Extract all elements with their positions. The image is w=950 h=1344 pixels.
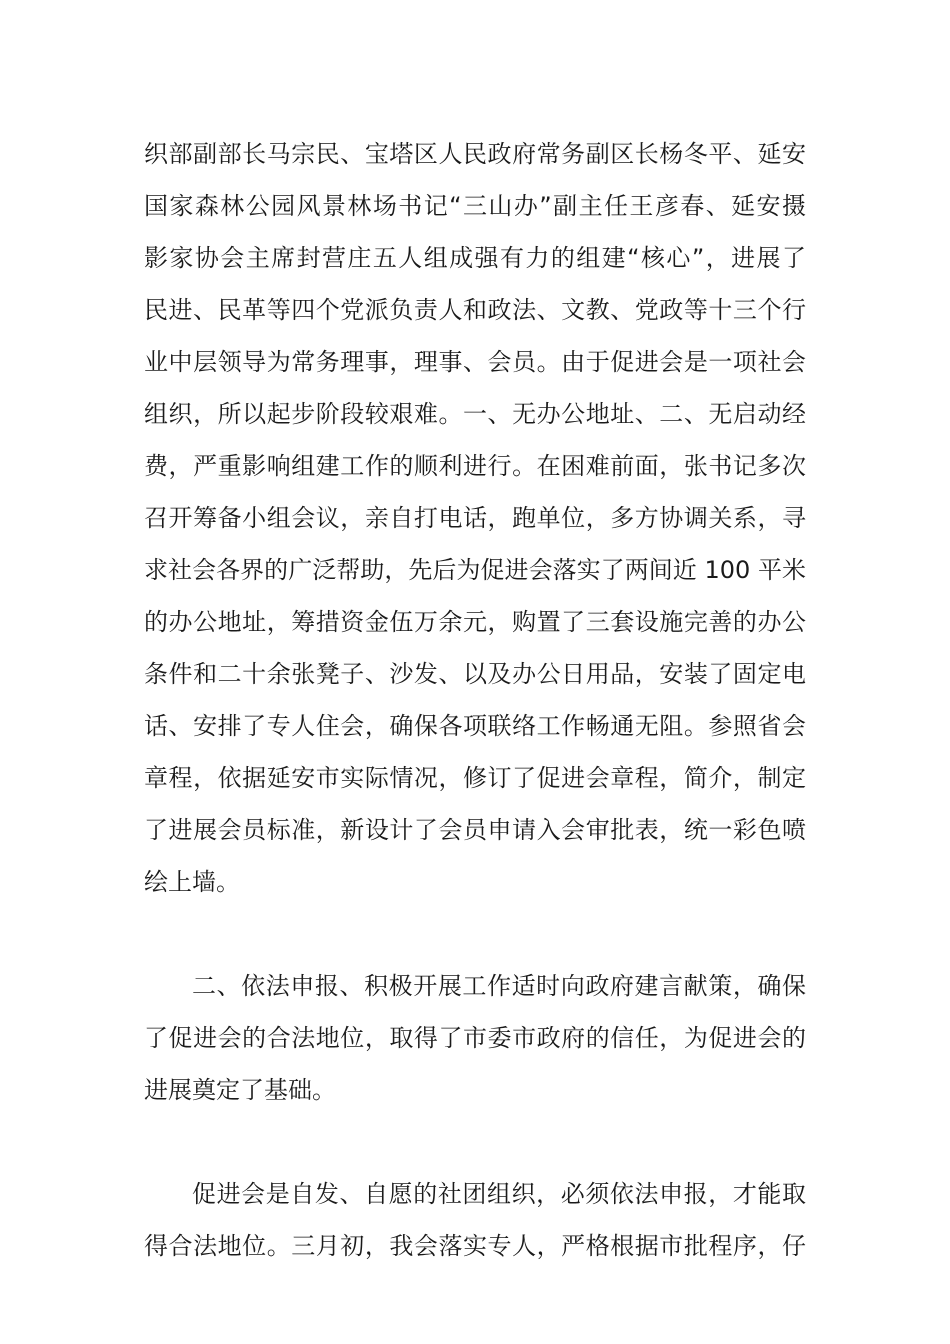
text-line: 条件和二十余张凳子、沙发、以及办公日用品，安装了固定电 <box>144 660 806 688</box>
text-line: 求社会各界的广泛帮助，先后为促进会落实了两间近 100 平米 <box>144 556 806 584</box>
text-line: 得合法地位。三月初，我会落实专人，严格根据市批程序，仔 <box>144 1232 806 1260</box>
text-line: 促进会是自发、自愿的社团组织，必须依法申报，才能取 <box>192 1180 806 1208</box>
text-line: 章程，依据延安市实际情况，修订了促进会章程，简介，制定 <box>144 764 806 792</box>
text-line: 绘上墙。 <box>144 868 240 896</box>
text-line: 国家森林公园风景林场书记“三山办”副主任王彦春、延安摄 <box>144 192 806 220</box>
text-line: 业中层领导为常务理事，理事、会员。由于促进会是一项社会 <box>144 348 806 376</box>
text-line: 组织，所以起步阶段较艰难。一、无办公地址、二、无启动经 <box>144 400 806 428</box>
text-line: 影家协会主席封营庄五人组成强有力的组建“核心”，进展了 <box>144 244 806 272</box>
text-line: 民进、民革等四个党派负责人和政法、文教、党政等十三个行 <box>144 296 806 324</box>
paragraph-spacer <box>144 908 806 960</box>
text-line: 了进展会员标准，新设计了会员申请入会审批表，统一彩色喷 <box>144 816 806 844</box>
text-line: 进展奠定了基础。 <box>144 1076 336 1104</box>
text-line: 二、依法申报、积极开展工作适时向政府建言献策，确保 <box>192 972 806 1000</box>
text-line: 费，严重影响组建工作的顺利进行。在困难前面，张书记多次 <box>144 452 806 480</box>
text-line: 了促进会的合法地位，取得了市委市政府的信任，为促进会的 <box>144 1024 806 1052</box>
text-line: 召开筹备小组会议，亲自打电话，跑单位，多方协调关系，寻 <box>144 504 806 532</box>
paragraph-section-two-heading <box>144 960 806 1116</box>
text-line: 话、安排了专人住会，确保各项联络工作畅通无阻。参照省会 <box>144 712 806 740</box>
text-line: 的办公地址，筹措资金伍万余元，购置了三套设施完善的办公 <box>144 608 806 636</box>
text-line: 织部副部长马宗民、宝塔区人民政府常务副区长杨冬平、延安 <box>144 140 806 168</box>
paragraph-registration <box>144 1168 806 1272</box>
document-body <box>144 128 806 1272</box>
paragraph-spacer <box>144 1116 806 1168</box>
paragraph-organization <box>144 128 806 908</box>
